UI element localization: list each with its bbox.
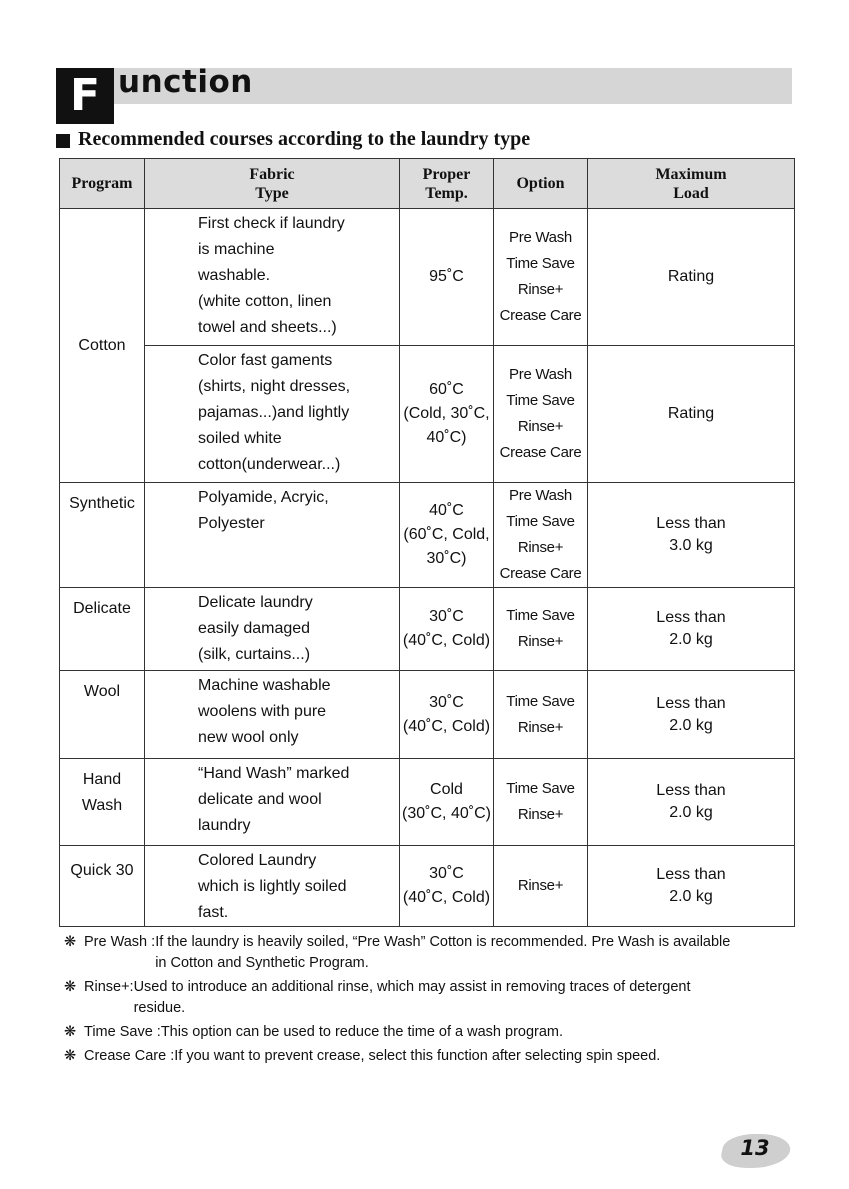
note-body: This option can be used to reduce the time of a wash program. bbox=[160, 1024, 564, 1040]
option-cell: Pre Wash Time Save Rinse+ Crease Care bbox=[494, 483, 588, 588]
header-option: Option bbox=[494, 159, 588, 209]
program-wool: Wool bbox=[60, 671, 145, 759]
option-cell: Pre Wash Time Save Rinse+ Crease Care bbox=[494, 209, 588, 346]
note-term: Crease Care : bbox=[84, 1048, 175, 1064]
table-row-cotton-2 bbox=[60, 346, 795, 483]
max-load-cell: Rating bbox=[588, 209, 795, 346]
table-row-quick-30 bbox=[60, 846, 795, 927]
option-cell: Rinse+ bbox=[494, 846, 588, 927]
subtitle-text: Recommended courses according to the laundry type bbox=[78, 128, 531, 150]
program-synthetic: Synthetic bbox=[60, 483, 145, 588]
asterism-icon: ❋ bbox=[64, 934, 77, 950]
subtitle bbox=[56, 128, 530, 151]
note-body: Used to introduce an additional rinse, which may assist in removing traces of detergent residue. bbox=[133, 979, 691, 1016]
program-cotton: Cotton bbox=[60, 209, 145, 483]
max-load-cell: Less than 2.0 kg bbox=[588, 759, 795, 846]
header-proper-temp: Proper Temp. bbox=[400, 159, 494, 209]
table-row-synthetic bbox=[60, 483, 795, 588]
header-fabric-type: Fabric Type bbox=[145, 159, 400, 209]
max-load-cell: Less than 2.0 kg bbox=[588, 846, 795, 927]
square-bullet-icon bbox=[56, 134, 70, 148]
note-pre-wash bbox=[64, 932, 794, 974]
page-number-text: 13 bbox=[740, 1136, 770, 1160]
option-cell: Time Save Rinse+ bbox=[494, 588, 588, 671]
asterism-icon: ❋ bbox=[64, 1024, 77, 1040]
note-term: Rinse+: bbox=[84, 979, 134, 995]
fabric-type-cell: Color fast gaments (shirts, night dresses, pajamas...)and lightly soiled white cotton(underwear...) bbox=[145, 346, 400, 483]
fabric-type-cell: “Hand Wash” marked delicate and wool laundry bbox=[145, 759, 400, 846]
table-row-delicate bbox=[60, 588, 795, 671]
temp-cell: Cold (30˚C, 40˚C) bbox=[400, 759, 494, 846]
max-load-cell: Less than 2.0 kg bbox=[588, 588, 795, 671]
temp-cell: 95˚C bbox=[400, 209, 494, 346]
section-title: unction bbox=[118, 64, 253, 100]
temp-cell: 30˚C (40˚C, Cold) bbox=[400, 588, 494, 671]
table-row-hand-wash bbox=[60, 759, 795, 846]
max-load-cell: Less than 3.0 kg bbox=[588, 483, 795, 588]
table-row-wool bbox=[60, 671, 795, 759]
fabric-type-cell: First check if laundry is machine washable. (white cotton, linen towel and sheets...) bbox=[145, 209, 400, 346]
note-crease-care bbox=[64, 1046, 794, 1067]
temp-cell: 30˚C (40˚C, Cold) bbox=[400, 846, 494, 927]
option-cell: Time Save Rinse+ bbox=[494, 759, 588, 846]
fabric-type-cell: Colored Laundry which is lightly soiled fast. bbox=[145, 846, 400, 927]
program-quick-30: Quick 30 bbox=[60, 846, 145, 927]
temp-cell: 60˚C (Cold, 30˚C, 40˚C) bbox=[400, 346, 494, 483]
asterism-icon: ❋ bbox=[64, 1048, 77, 1064]
fabric-type-cell: Polyamide, Acryic, Polyester bbox=[145, 483, 400, 588]
section-title-initial: F bbox=[56, 68, 114, 124]
courses-table bbox=[59, 158, 794, 927]
note-term: Pre Wash : bbox=[84, 934, 156, 950]
page-number bbox=[722, 1130, 794, 1170]
note-body: If you want to prevent crease, select this function after selecting spin speed. bbox=[174, 1048, 661, 1064]
header-maximum-load: Maximum Load bbox=[588, 159, 795, 209]
fabric-type-cell: Delicate laundry easily damaged (silk, curtains...) bbox=[145, 588, 400, 671]
temp-cell: 30˚C (40˚C, Cold) bbox=[400, 671, 494, 759]
table-row-cotton-1 bbox=[60, 209, 795, 346]
footnotes bbox=[64, 932, 794, 1070]
option-cell: Time Save Rinse+ bbox=[494, 671, 588, 759]
max-load-cell: Less than 2.0 kg bbox=[588, 671, 795, 759]
fabric-type-cell: Machine washable woolens with pure new wool only bbox=[145, 671, 400, 759]
program-delicate: Delicate bbox=[60, 588, 145, 671]
note-time-save bbox=[64, 1022, 794, 1043]
max-load-cell: Rating bbox=[588, 346, 795, 483]
header-program: Program bbox=[60, 159, 145, 209]
temp-cell: 40˚C (60˚C, Cold, 30˚C) bbox=[400, 483, 494, 588]
asterism-icon: ❋ bbox=[64, 979, 77, 995]
note-term: Time Save : bbox=[84, 1024, 161, 1040]
table-header-row bbox=[60, 159, 795, 209]
note-body: If the laundry is heavily soiled, “Pre Wash” Cotton is recommended. Pre Wash is available in Cotton and Synthetic Program. bbox=[155, 934, 731, 971]
program-hand-wash: Hand Wash bbox=[60, 759, 145, 846]
option-cell: Pre Wash Time Save Rinse+ Crease Care bbox=[494, 346, 588, 483]
note-rinse bbox=[64, 977, 794, 1019]
